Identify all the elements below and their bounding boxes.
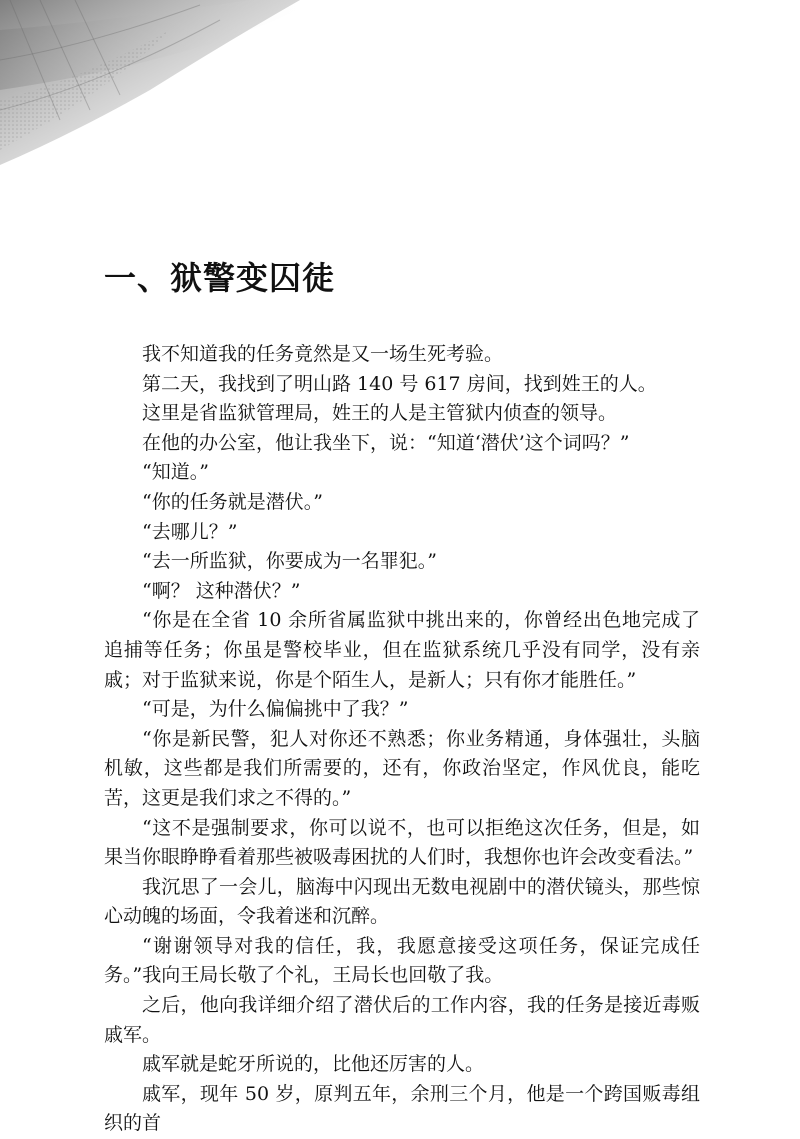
paragraph: 这里是省监狱管理局，姓王的人是主管狱内侦查的领导。 (142, 402, 618, 425)
paragraph: 戚军就是蛇牙所说的，比他还厉害的人。 (142, 1053, 485, 1076)
paragraph: 第二天，我找到了明山路 140 号 617 房间，找到姓王的人。 (142, 372, 657, 395)
paragraph: “谢谢领导对我的信任，我，我愿意接受这项任务，保证完成任务。”我向王局长敬了个礼，王局长也回敬了我。 (104, 934, 700, 987)
paragraph: “可是，为什么偏偏挑中了我？” (142, 698, 409, 721)
body-text (104, 340, 700, 1139)
paragraph: “你是新民警，犯人对你还不熟悉；你业务精通，身体强壮，头脑机敏，这些都是我们所需要的，还有，你政治坚定，作风优良，能吃苦，这更是我们求之不得的。” (104, 727, 700, 809)
paragraph: “去一所监狱，你要成为一名罪犯。” (142, 550, 437, 573)
chapter-title: 一、狱警变囚徒 (104, 259, 336, 297)
paragraph: “这不是强制要求，你可以说不，也可以拒绝这次任务，但是，如果当你眼睁睁看着那些被吸毒困扰的人们时，我想你也许会改变看法。” (104, 816, 700, 869)
paragraph: “去哪儿？” (142, 520, 238, 543)
paragraph: “你的任务就是潜伏。” (142, 490, 323, 513)
paragraph: “你是在全省 10 余所省属监狱中挑出来的，你曾经出色地完成了追捕等任务；你虽是警校毕业，但在监狱系统几乎没有同学，没有亲戚；对于监狱来说，你是个陌生人，是新人；只有你才能胜任。” (104, 609, 700, 691)
corner-decoration (0, 0, 330, 170)
paragraph: 之后，他向我详细介绍了潜伏后的工作内容，我的任务是接近毒贩戚军。 (104, 994, 700, 1046)
paragraph: 戚军，现年 50 岁，原判五年，余刑三个月，他是一个跨国贩毒组织的首 (104, 1082, 700, 1135)
paragraph: “知道。” (142, 461, 209, 484)
paragraph: 我不知道我的任务竟然是又一场生死考验。 (142, 343, 504, 365)
paragraph: 我沉思了一会儿，脑海中闪现出无数电视剧中的潜伏镜头，那些惊心动魄的场面，令我着迷和沉醉。 (104, 875, 700, 928)
paragraph: “啊？ 这种潜伏？” (142, 579, 301, 602)
paragraph: 在他的办公室，他让我坐下，说：“知道‘潜伏’这个词吗？” (142, 431, 630, 454)
